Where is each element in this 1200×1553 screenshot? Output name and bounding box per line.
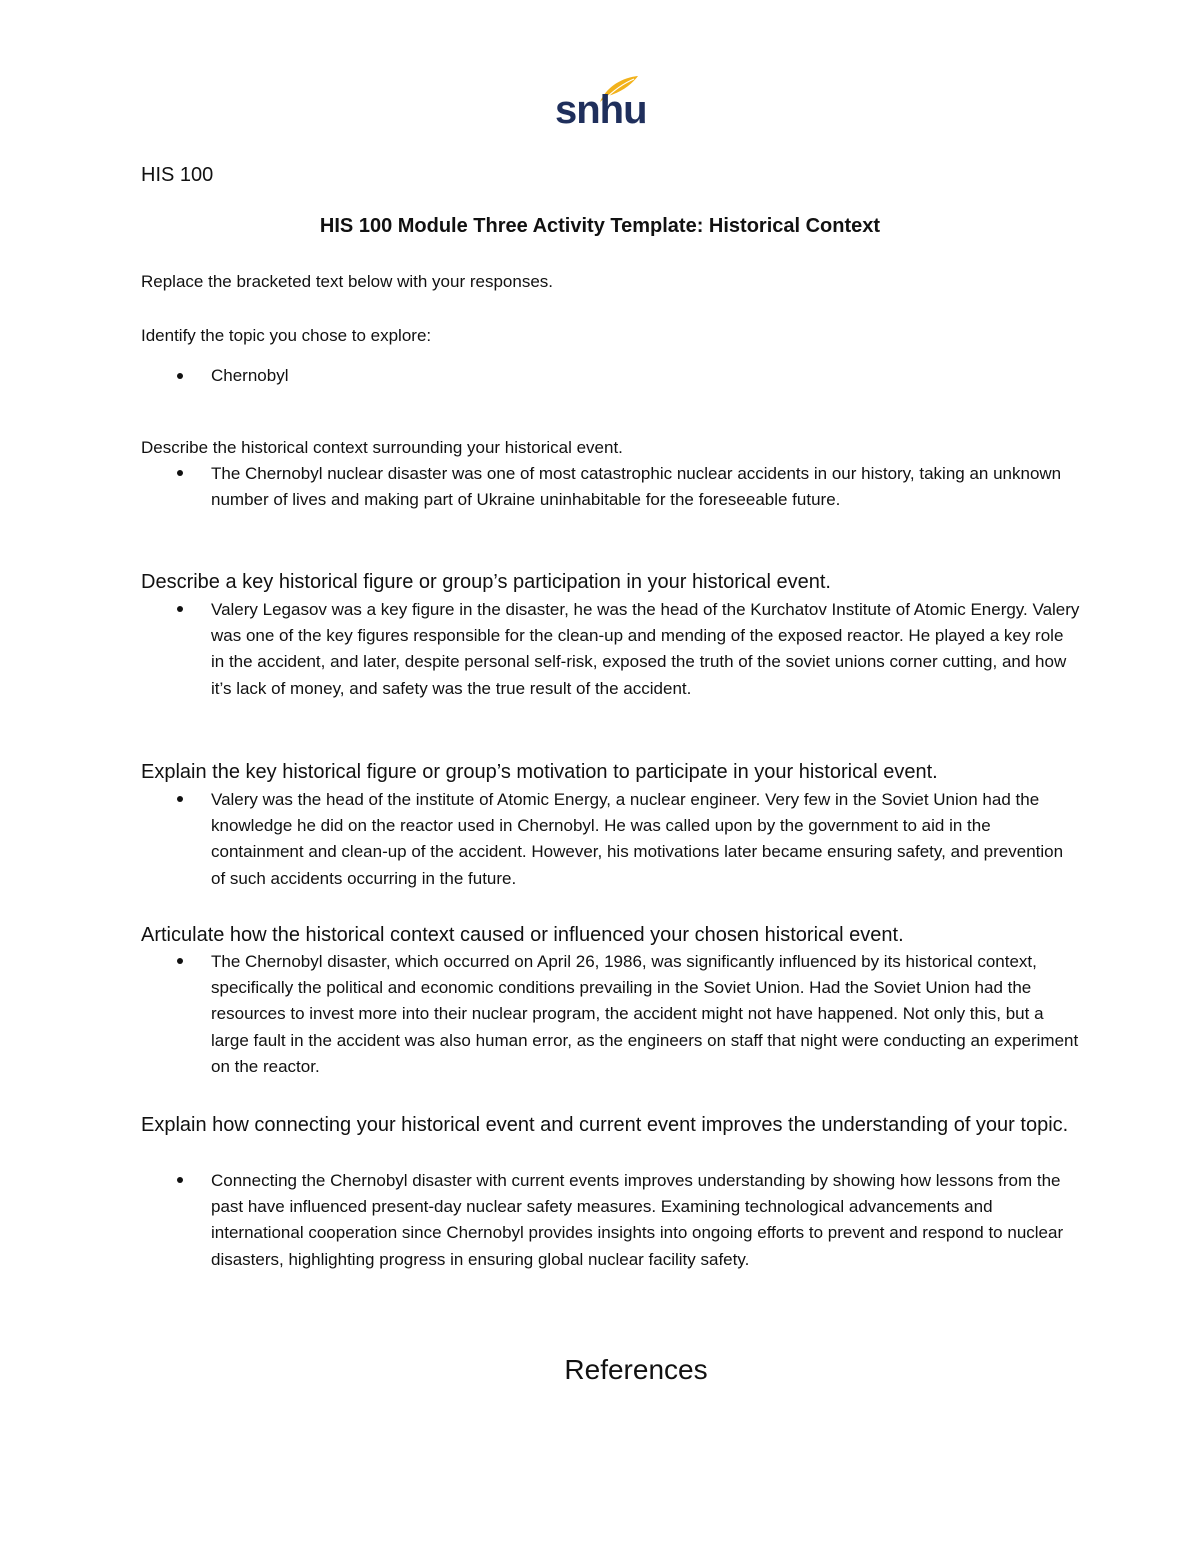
bullet-icon — [177, 1177, 183, 1183]
topic-prompt: Identify the topic you chose to explore: — [141, 326, 432, 345]
page-title: HIS 100 Module Three Activity Template: Historical Context — [319, 215, 881, 237]
topic-answer: Chernobyl — [211, 366, 289, 385]
section-answer: The Chernobyl nuclear disaster was one of most catastrophic nuclear accidents in our history, taking an unknown number of lives and making part of Ukraine uninhabitable for the foreseeable future. — [211, 464, 1062, 510]
bullet-icon — [177, 606, 183, 612]
section-answer: The Chernobyl disaster, which occurred on April 26, 1986, was significantly influenced by its historical context, specifically the political and economic conditions prevailing in the Soviet Union. Had the Soviet Union had the resources to invest more into their nuclear program, the accident might not have happened. Not only this, but a large fault in the accident was also human error, as the engineers on staff that night were conducting an experiment on the reactor. — [211, 952, 1079, 1076]
section-answer: Valery Legasov was a key figure in the disaster, he was the head of the Kurchatov Institute of Atomic Energy. Valery was one of the key figures responsible for the clean-up and mending of the exposed reactor. He played a key role in the accident, and later, despite personal self-risk, exposed the truth of the soviet unions corner cutting, and how it’s lack of money, and safety was the true result of the accident. — [211, 600, 1080, 698]
section-heading: Describe a key historical figure or group’s participation in your historical event. — [141, 571, 831, 593]
references-heading: References — [564, 1354, 708, 1385]
section-heading: Explain the key historical figure or group’s motivation to participate in your historical event. — [141, 761, 938, 783]
section-answer: Valery was the head of the institute of Atomic Energy, a nuclear engineer. Very few in the Soviet Union had the knowledge he did on the reactor used in Chernobyl. He was called upon by the government to aid in the containment and clean-up of the accident. However, his motivations later became ensuring safety, and prevention of such accidents occurring in the future. — [211, 790, 1064, 888]
replace-instruction: Replace the bracketed text below with your responses. — [141, 272, 554, 291]
section-heading: Explain how connecting your historical event and current event improves the understanding of your topic. — [141, 1114, 1069, 1136]
logo-wordmark: snhu — [555, 88, 647, 132]
section-heading: Describe the historical context surrounding your historical event. — [141, 438, 623, 457]
section-answer: Connecting the Chernobyl disaster with current events improves understanding by showing how lessons from the past have influenced present-day nuclear safety measures. Examining technological advancements and international cooperation since Chernobyl provides insights into ongoing efforts to prevent and respond to nuclear disasters, highlighting progress in ensuring global nuclear facility safety. — [211, 1171, 1064, 1269]
bullet-icon — [177, 958, 183, 964]
snhu-logo — [553, 74, 647, 134]
bullet-icon — [177, 470, 183, 476]
section-heading: Articulate how the historical context caused or influenced your chosen historical event. — [141, 924, 904, 946]
course-code: HIS 100 — [141, 164, 214, 186]
bullet-icon — [177, 373, 183, 379]
bullet-icon — [177, 796, 183, 802]
